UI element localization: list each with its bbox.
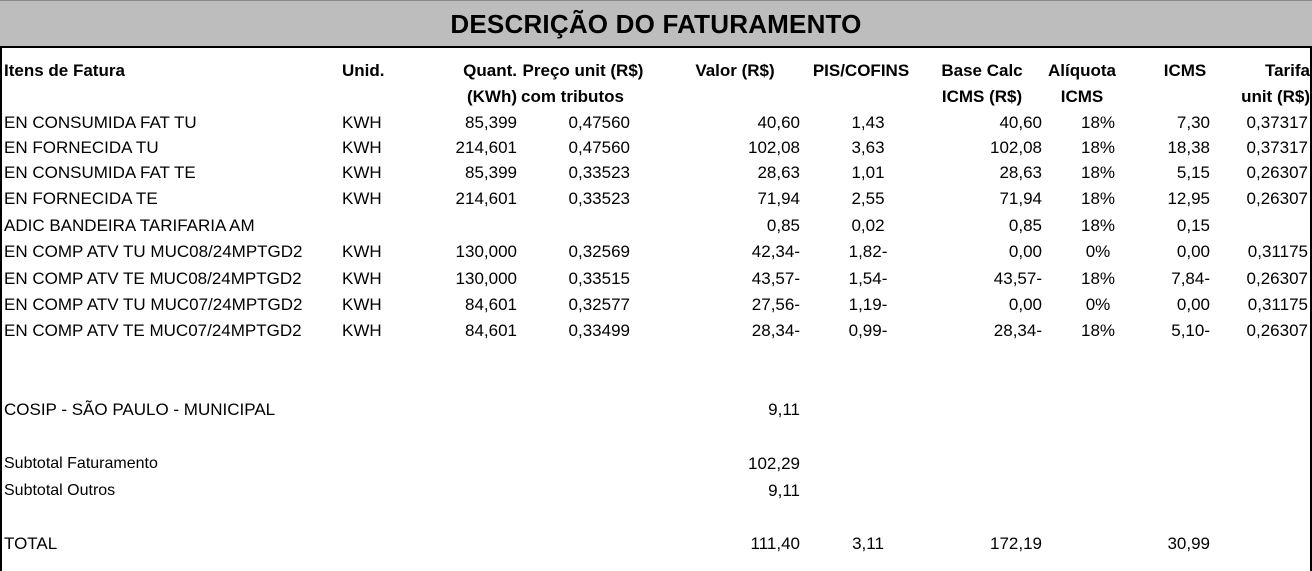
- row-9-base: 28,34-: [993, 321, 1042, 340]
- header-pis: PIS/COFINS: [812, 61, 910, 80]
- row-8-quant: 84,601: [465, 295, 517, 314]
- header-valor: Valor (R$): [695, 61, 775, 80]
- row-7-unid: KWH: [342, 269, 382, 288]
- row-4-preco: 0,33523: [568, 189, 630, 208]
- row-5-item: ADIC BANDEIRA TARIFARIA AM: [4, 216, 255, 235]
- row-9-unid: KWH: [342, 321, 382, 340]
- header-preco-sub: com tributos: [521, 87, 624, 106]
- header-quant-unit: (KWh): [466, 87, 517, 106]
- header-quant: Quant.: [463, 61, 517, 80]
- row-8-icms: 0,00: [1176, 295, 1210, 314]
- row-9-pis: 0,99-: [848, 321, 888, 340]
- row-7-pis: 1,54-: [848, 269, 888, 288]
- header-icms: ICMS: [1163, 61, 1207, 80]
- header-tarifa: Tarifa: [1264, 61, 1310, 80]
- row-6-aliq: 0%: [1085, 242, 1111, 261]
- row-7-valor: 43,57-: [751, 269, 800, 288]
- subtotal-outros-valor: 9,11: [768, 481, 800, 500]
- row-3-valor: 28,63: [757, 163, 800, 182]
- row-4-tarifa: 0,26307: [1246, 189, 1308, 208]
- row-9-preco: 0,33499: [568, 321, 630, 340]
- row-6-icms: 0,00: [1176, 242, 1210, 261]
- row-9-aliq: 18%: [1080, 321, 1116, 340]
- row-2-base: 102,08: [990, 138, 1042, 157]
- row-5-icms: 0,15: [1176, 216, 1210, 235]
- row-1-pis: 1,43: [851, 113, 885, 132]
- row-6-valor: 42,34-: [751, 242, 800, 261]
- subtotal-faturamento-label: Subtotal Faturamento: [4, 455, 158, 472]
- row-6-unid: KWH: [342, 242, 382, 261]
- row-4-valor: 71,94: [757, 189, 800, 208]
- row-6-preco: 0,32569: [568, 242, 630, 261]
- row-8-unid: KWH: [342, 295, 382, 314]
- left-border: [0, 48, 2, 571]
- row-1-base: 40,60: [999, 113, 1042, 132]
- header-base-sub: ICMS (R$): [941, 87, 1023, 106]
- row-7-item: EN COMP ATV TE MUC08/24MPTGD2: [4, 269, 302, 288]
- row-3-aliq: 18%: [1080, 163, 1116, 182]
- subtotal-outros-label: Subtotal Outros: [4, 482, 116, 499]
- row-2-unid: KWH: [342, 138, 382, 157]
- row-3-base: 28,63: [999, 163, 1042, 182]
- row-1-aliq: 18%: [1080, 113, 1116, 132]
- total-base: 172,19: [990, 534, 1042, 553]
- row-3-preco: 0,33523: [568, 163, 630, 182]
- row-1-item: EN CONSUMIDA FAT TU: [4, 113, 197, 132]
- row-8-tarifa: 0,31175: [1247, 295, 1308, 314]
- row-4-quant: 214,601: [455, 189, 517, 208]
- row-4-base: 71,94: [999, 189, 1042, 208]
- row-5-valor: 0,85: [766, 216, 800, 235]
- cosip-label: COSIP - SÃO PAULO - MUNICIPAL: [4, 400, 276, 419]
- row-5-aliq: 18%: [1080, 216, 1116, 235]
- row-8-base: 0,00: [1008, 295, 1042, 314]
- row-9-icms: 5,10-: [1171, 321, 1210, 340]
- row-1-quant: 85,399: [465, 113, 517, 132]
- row-9-valor: 28,34-: [751, 321, 800, 340]
- row-4-icms: 12,95: [1167, 189, 1210, 208]
- row-7-preco: 0,33515: [568, 269, 630, 288]
- header-unid: Unid.: [342, 61, 385, 80]
- row-9-tarifa: 0,26307: [1246, 321, 1308, 340]
- row-8-item: EN COMP ATV TU MUC07/24MPTGD2: [4, 295, 303, 314]
- title-bar: [0, 0, 1312, 48]
- row-8-valor: 27,56-: [751, 295, 800, 314]
- row-1-valor: 40,60: [757, 113, 800, 132]
- row-9-quant: 84,601: [465, 321, 517, 340]
- row-8-pis: 1,19-: [848, 295, 888, 314]
- row-3-item: EN CONSUMIDA FAT TE: [4, 163, 196, 182]
- row-2-icms: 18,38: [1167, 138, 1210, 157]
- row-4-pis: 2,55: [851, 189, 885, 208]
- row-5-base: 0,85: [1008, 216, 1042, 235]
- total-valor: 111,40: [750, 534, 800, 553]
- row-6-quant: 130,000: [455, 242, 517, 261]
- row-2-item: EN FORNECIDA TU: [4, 138, 159, 157]
- row-2-valor: 102,08: [748, 138, 800, 157]
- row-4-unid: KWH: [342, 189, 382, 208]
- row-1-icms: 7,30: [1176, 113, 1210, 132]
- row-1-preco: 0,47560: [568, 113, 630, 132]
- header-base: Base Calc: [941, 61, 1023, 80]
- row-2-aliq: 18%: [1080, 138, 1116, 157]
- header-item: Itens de Fatura: [4, 61, 125, 80]
- row-3-icms: 5,15: [1176, 163, 1210, 182]
- row-8-aliq: 0%: [1085, 295, 1111, 314]
- row-7-icms: 7,84-: [1171, 269, 1210, 288]
- row-4-item: EN FORNECIDA TE: [4, 189, 158, 208]
- row-7-quant: 130,000: [455, 269, 517, 288]
- row-8-preco: 0,32577: [568, 295, 630, 314]
- row-6-pis: 1,82-: [848, 242, 888, 261]
- total-icms: 30,99: [1167, 534, 1210, 553]
- header-preco: Preço unit (R$): [522, 61, 644, 80]
- header-tarifa-sub: unit (R$): [1241, 87, 1310, 106]
- row-5-pis: 0,02: [851, 216, 885, 235]
- header-aliq: Alíquota: [1048, 61, 1116, 80]
- row-7-base: 43,57-: [993, 269, 1042, 288]
- row-1-unid: KWH: [342, 113, 382, 132]
- row-3-tarifa: 0,26307: [1246, 163, 1308, 182]
- row-2-preco: 0,47560: [568, 138, 630, 157]
- total-pis: 3,11: [852, 534, 884, 553]
- row-2-quant: 214,601: [455, 138, 517, 157]
- row-3-unid: KWH: [342, 163, 382, 182]
- row-6-base: 0,00: [1008, 242, 1042, 261]
- total-label: TOTAL: [4, 534, 58, 553]
- row-4-aliq: 18%: [1080, 189, 1116, 208]
- subtotal-faturamento-valor: 102,29: [748, 454, 800, 473]
- row-2-pis: 3,63: [851, 138, 885, 157]
- row-3-quant: 85,399: [465, 163, 517, 182]
- page-title: DESCRIÇÃO DO FATURAMENTO: [450, 9, 862, 39]
- row-6-tarifa: 0,31175: [1247, 242, 1308, 261]
- row-3-pis: 1,01: [851, 163, 885, 182]
- header-aliq-sub: ICMS: [1060, 87, 1104, 106]
- cosip-valor: 9,11: [768, 400, 800, 419]
- row-9-item: EN COMP ATV TE MUC07/24MPTGD2: [4, 321, 302, 340]
- row-7-tarifa: 0,26307: [1246, 269, 1308, 288]
- row-1-tarifa: 0,37317: [1246, 113, 1308, 132]
- row-6-item: EN COMP ATV TU MUC08/24MPTGD2: [4, 242, 303, 261]
- row-7-aliq: 18%: [1080, 269, 1116, 288]
- row-2-tarifa: 0,37317: [1246, 138, 1308, 157]
